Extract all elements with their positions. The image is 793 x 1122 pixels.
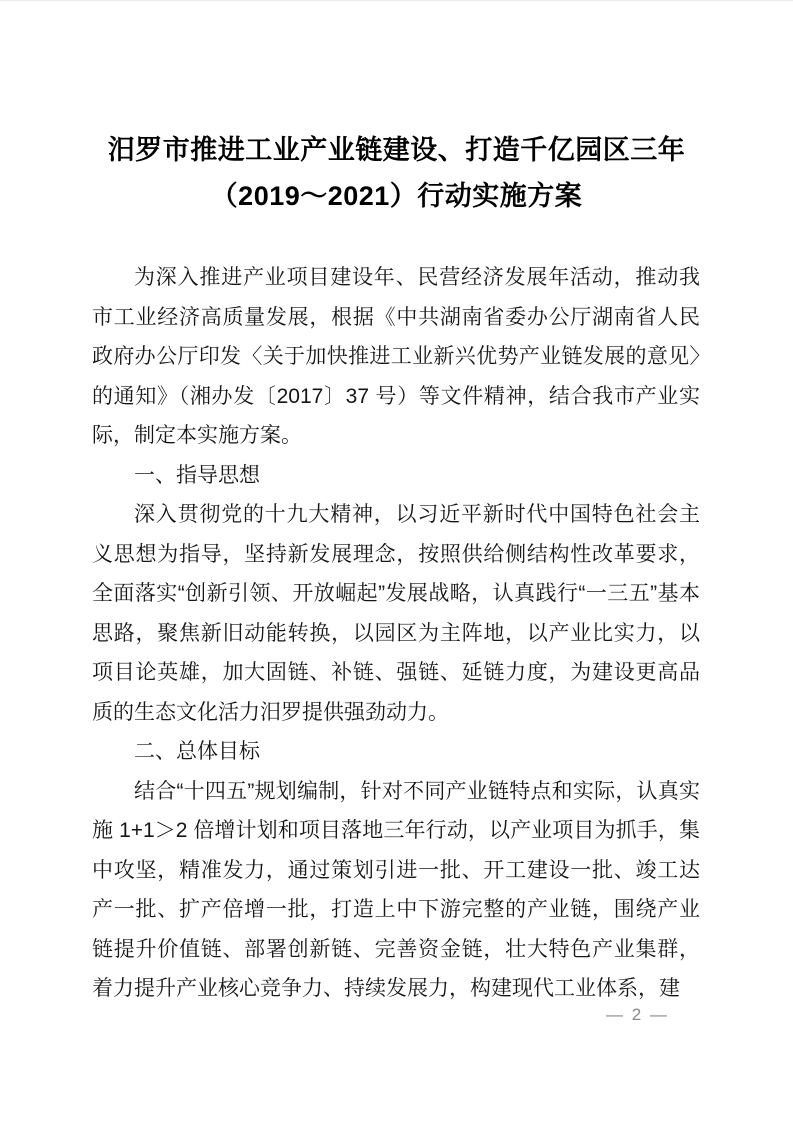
document-title-line: 汨罗市推进工业产业链建设、打造千亿园区三年	[107, 135, 686, 165]
body-paragraph: 结合“十四五”规划编制，针对不同产业链特点和实际，认真实施 1+1＞2 倍增计划和项目落地三年行动，以产业项目为抓手，集中攻坚，精准发力，通过策划引进一批、开工建设一批、竣工达产一批、扩产倍增一批，打造上中下游完整的产业链，围绕产业链提升价值链、部署创新链、完善资金链，壮大特色产业集群，着力提升产业核心竞争力、持续发展力，构建现代工业体系，建	[92, 779, 700, 1000]
body-paragraph: 为深入推进产业项目建设年、民营经济发展年活动，推动我市工业经济高质量发展，根据《中共湖南省委办公厅湖南省人民政府办公厅印发〈关于加快推进工业新兴优势产业链发展的意见〉的通知》（湘办发〔2017〕37 号）等文件精神，结合我市产业实际，制定本实施方案。	[92, 266, 700, 447]
document-title-line: （2019～2021）行动实施方案	[210, 181, 583, 211]
body-paragraph: 深入贯彻党的十九大精神，以习近平新时代中国特色社会主义思想为指导，坚持新发展理念，按照供给侧结构性改革要求，全面落实“创新引领、开放崛起”发展战略，认真践行“一三五”基本思路，聚焦新旧动能转换，以园区为主阵地，以产业比实力，以项目论英雄，加大固链、补链、强链、延链力度，为建设更高品质的生态文化活力汨罗提供强劲动力。	[92, 503, 700, 724]
section-heading: 二、总体目标	[134, 740, 260, 763]
document-body	[92, 258, 700, 1009]
section-heading: 一、指导思想	[134, 463, 260, 487]
document-title	[0, 1, 793, 219]
page-number: — 2 —	[606, 1005, 669, 1024]
